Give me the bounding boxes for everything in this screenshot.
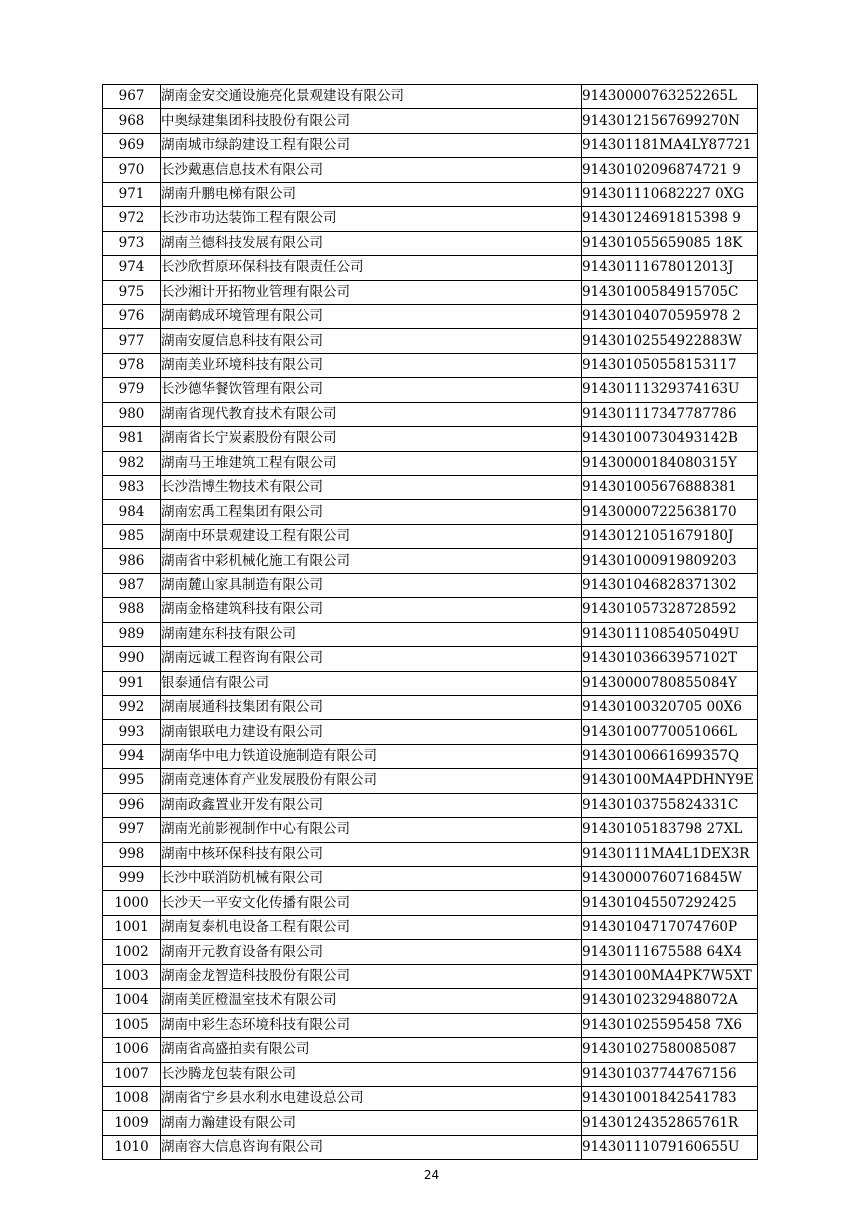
credit-code: 91430104717074760P (582, 915, 758, 939)
table-row (103, 451, 758, 475)
table-row (103, 573, 758, 597)
company-name: 湖南金龙智造科技股份有限公司 (161, 964, 582, 988)
table-row (103, 256, 758, 280)
company-table-body (103, 85, 758, 1160)
company-name: 湖南金格建筑科技有限公司 (161, 598, 582, 622)
row-number: 1004 (103, 989, 161, 1013)
table-row (103, 1111, 758, 1135)
row-number: 996 (103, 793, 161, 817)
company-name: 长沙戴惠信息技术有限公司 (161, 158, 582, 182)
row-number: 989 (103, 622, 161, 646)
company-name: 湖南美业环境科技有限公司 (161, 353, 582, 377)
table-row (103, 671, 758, 695)
company-name: 湖南城市绿韵建设工程有限公司 (161, 133, 582, 157)
table-row (103, 427, 758, 451)
credit-code: 91430100MA4PK7W5XT (582, 964, 758, 988)
credit-code: 914301045507292425 (582, 891, 758, 915)
credit-code: 914301027580085087 (582, 1038, 758, 1062)
company-name: 湖南竞速体育产业发展股份有限公司 (161, 769, 582, 793)
row-number: 994 (103, 744, 161, 768)
row-number: 988 (103, 598, 161, 622)
table-row (103, 207, 758, 231)
row-number: 971 (103, 182, 161, 206)
row-number: 984 (103, 500, 161, 524)
table-row (103, 329, 758, 353)
table-row (103, 85, 758, 109)
credit-code: 91430100320705 00X6 (582, 695, 758, 719)
row-number: 1000 (103, 891, 161, 915)
row-number: 1010 (103, 1135, 161, 1159)
row-number: 999 (103, 867, 161, 891)
row-number: 1009 (103, 1111, 161, 1135)
row-number: 983 (103, 476, 161, 500)
table-row (103, 500, 758, 524)
row-number: 993 (103, 720, 161, 744)
row-number: 970 (103, 158, 161, 182)
table-row (103, 109, 758, 133)
row-number: 975 (103, 280, 161, 304)
table-row (103, 915, 758, 939)
table-row (103, 647, 758, 671)
credit-code: 91430102329488072A (582, 989, 758, 1013)
credit-code: 91430102554922883W (582, 329, 758, 353)
row-number: 991 (103, 671, 161, 695)
credit-code: 914301057328728592 (582, 598, 758, 622)
credit-code: 914301001842541783 (582, 1086, 758, 1110)
credit-code: 914301110682227 0XG (582, 182, 758, 206)
credit-code: 91430100MA4PDHNY9E (582, 769, 758, 793)
credit-code: 91430121051679180J (582, 524, 758, 548)
row-number: 1002 (103, 940, 161, 964)
page-number: 24 (423, 1168, 440, 1182)
row-number: 998 (103, 842, 161, 866)
row-number: 1005 (103, 1013, 161, 1037)
credit-code: 91430103755824331C (582, 793, 758, 817)
company-name: 中奥绿建集团科技股份有限公司 (161, 109, 582, 133)
row-number: 982 (103, 451, 161, 475)
row-number: 1008 (103, 1086, 161, 1110)
row-number: 1006 (103, 1038, 161, 1062)
credit-code: 914301181MA4LY87721 (582, 133, 758, 157)
company-name: 湖南远诚工程咨询有限公司 (161, 647, 582, 671)
company-name: 湖南展通科技集团有限公司 (161, 695, 582, 719)
company-name: 湖南鹤成环境管理有限公司 (161, 304, 582, 328)
company-name: 湖南安厦信息科技有限公司 (161, 329, 582, 353)
credit-code: 91430000760716845W (582, 867, 758, 891)
credit-code: 914301005676888381 (582, 476, 758, 500)
credit-code: 914301117347787786 (582, 402, 758, 426)
row-number: 977 (103, 329, 161, 353)
company-name: 湖南银联电力建设有限公司 (161, 720, 582, 744)
company-name: 湖南中环景观建设工程有限公司 (161, 524, 582, 548)
table-row (103, 280, 758, 304)
table-row (103, 402, 758, 426)
credit-code: 91430103663957102T (582, 647, 758, 671)
row-number: 967 (103, 85, 161, 109)
company-name: 长沙腾龙包装有限公司 (161, 1062, 582, 1086)
company-name: 湖南复泰机电设备工程有限公司 (161, 915, 582, 939)
company-name: 长沙欣哲原环保科技有限责任公司 (161, 256, 582, 280)
company-name: 湖南麓山家具制造有限公司 (161, 573, 582, 597)
table-row (103, 1038, 758, 1062)
credit-code: 91430111675588 64X4 (582, 940, 758, 964)
row-number: 981 (103, 427, 161, 451)
table-row (103, 1013, 758, 1037)
table-row (103, 1062, 758, 1086)
row-number: 1007 (103, 1062, 161, 1086)
row-number: 978 (103, 353, 161, 377)
table-row (103, 1086, 758, 1110)
company-name: 湖南政鑫置业开发有限公司 (161, 793, 582, 817)
table-row (103, 769, 758, 793)
table-row (103, 720, 758, 744)
company-name: 湖南容大信息咨询有限公司 (161, 1135, 582, 1159)
credit-code: 91430111329374163U (582, 378, 758, 402)
row-number: 1001 (103, 915, 161, 939)
row-number: 997 (103, 818, 161, 842)
company-name: 银泰通信有限公司 (161, 671, 582, 695)
credit-code: 914301000919809203 (582, 549, 758, 573)
company-table (102, 84, 758, 1160)
table-row (103, 549, 758, 573)
company-name: 湖南开元教育设备有限公司 (161, 940, 582, 964)
table-row (103, 476, 758, 500)
credit-code: 91430111079160655U (582, 1135, 758, 1159)
company-name: 湖南力瀚建设有限公司 (161, 1111, 582, 1135)
company-name: 湖南宏禹工程集团有限公司 (161, 500, 582, 524)
company-name: 长沙天一平安文化传播有限公司 (161, 891, 582, 915)
company-name: 湖南省长宁炭素股份有限公司 (161, 427, 582, 451)
table-row (103, 744, 758, 768)
table-row (103, 304, 758, 328)
credit-code: 914300007225638170 (582, 500, 758, 524)
row-number: 992 (103, 695, 161, 719)
company-name: 长沙德华餐饮管理有限公司 (161, 378, 582, 402)
company-name: 长沙湘计开拓物业管理有限公司 (161, 280, 582, 304)
table-row (103, 133, 758, 157)
company-name: 湖南中核环保科技有限公司 (161, 842, 582, 866)
row-number: 980 (103, 402, 161, 426)
row-number: 979 (103, 378, 161, 402)
table-row (103, 231, 758, 255)
company-name: 湖南兰德科技发展有限公司 (161, 231, 582, 255)
table-row (103, 524, 758, 548)
row-number: 976 (103, 304, 161, 328)
credit-code: 91430000780855084Y (582, 671, 758, 695)
table-row (103, 622, 758, 646)
company-name: 长沙市功达装饰工程有限公司 (161, 207, 582, 231)
company-name: 湖南美匠橙温室技术有限公司 (161, 989, 582, 1013)
credit-code: 91430111MA4L1DEX3R (582, 842, 758, 866)
table-row (103, 818, 758, 842)
row-number: 995 (103, 769, 161, 793)
credit-code: 914301025595458 7X6 (582, 1013, 758, 1037)
company-name: 湖南省现代教育技术有限公司 (161, 402, 582, 426)
credit-code: 91430121567699270N (582, 109, 758, 133)
credit-code: 91430104070595978 2 (582, 304, 758, 328)
company-name: 长沙浩博生物技术有限公司 (161, 476, 582, 500)
credit-code: 91430124352865761R (582, 1111, 758, 1135)
company-name: 湖南光前影视制作中心有限公司 (161, 818, 582, 842)
credit-code: 914301046828371302 (582, 573, 758, 597)
table-row (103, 182, 758, 206)
table-row (103, 158, 758, 182)
table-row (103, 378, 758, 402)
table-row (103, 989, 758, 1013)
credit-code: 91430100770051066L (582, 720, 758, 744)
row-number: 987 (103, 573, 161, 597)
row-number: 990 (103, 647, 161, 671)
credit-code: 91430105183798 27XL (582, 818, 758, 842)
table-row (103, 964, 758, 988)
company-name: 湖南省中彩机械化施工有限公司 (161, 549, 582, 573)
credit-code: 91430000763252265L (582, 85, 758, 109)
table-row (103, 695, 758, 719)
company-name: 湖南马王堆建筑工程有限公司 (161, 451, 582, 475)
row-number: 1003 (103, 964, 161, 988)
table-row (103, 842, 758, 866)
table-row (103, 891, 758, 915)
table-row (103, 353, 758, 377)
credit-code: 914301050558153117 (582, 353, 758, 377)
company-name: 湖南建东科技有限公司 (161, 622, 582, 646)
credit-code: 91430102096874721 9 (582, 158, 758, 182)
company-name: 长沙中联消防机械有限公司 (161, 867, 582, 891)
credit-code: 914301037744767156 (582, 1062, 758, 1086)
row-number: 974 (103, 256, 161, 280)
credit-code: 914301055659085 18K (582, 231, 758, 255)
row-number: 972 (103, 207, 161, 231)
table-row (103, 793, 758, 817)
row-number: 969 (103, 133, 161, 157)
table-row (103, 1135, 758, 1159)
company-name: 湖南省高盛拍卖有限公司 (161, 1038, 582, 1062)
credit-code: 91430124691815398 9 (582, 207, 758, 231)
credit-code: 91430000184080315Y (582, 451, 758, 475)
credit-code: 91430100730493142B (582, 427, 758, 451)
table-row (103, 598, 758, 622)
table-row (103, 940, 758, 964)
row-number: 985 (103, 524, 161, 548)
row-number: 973 (103, 231, 161, 255)
company-name: 湖南升鹏电梯有限公司 (161, 182, 582, 206)
company-name: 湖南华中电力铁道设施制造有限公司 (161, 744, 582, 768)
credit-code: 91430100661699357Q (582, 744, 758, 768)
company-name: 湖南金安交通设施亮化景观建设有限公司 (161, 85, 582, 109)
credit-code: 91430111085405049U (582, 622, 758, 646)
credit-code: 91430111678012013J (582, 256, 758, 280)
row-number: 968 (103, 109, 161, 133)
company-name: 湖南省宁乡县水利水电建设总公司 (161, 1086, 582, 1110)
credit-code: 91430100584915705C (582, 280, 758, 304)
company-name: 湖南中彩生态环境科技有限公司 (161, 1013, 582, 1037)
row-number: 986 (103, 549, 161, 573)
table-row (103, 867, 758, 891)
